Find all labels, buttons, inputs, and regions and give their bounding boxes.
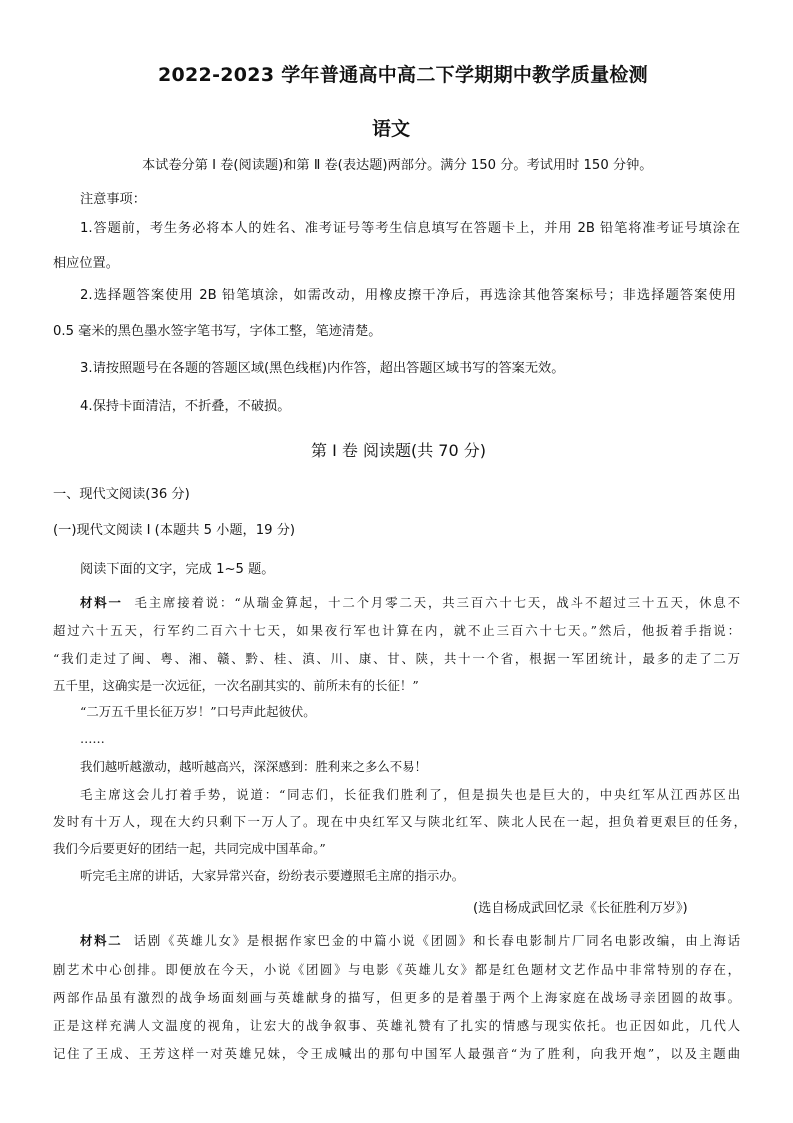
- reading-instruction: 阅读下面的文字，完成 1~5 题。: [80, 562, 275, 577]
- material-1-source: (选自杨成武回忆录《长征胜利万岁》): [473, 901, 688, 916]
- material-2-line-2: 剧艺术中心创排。即便放在今天，小说《团圆》与电影《英雄儿女》都是红色题材文艺作品中非常特别的存在，: [53, 962, 740, 977]
- material-1-line-8: 毛主席这会儿打着手势，说道：“同志们，长征我们胜利了，但是损失也是巨大的，中央红军从江西苏区出: [80, 787, 740, 802]
- material-1-line-1: 材料一 毛主席接着说：“从瑞金算起，十二个月零二天，共三百六十七天，战斗不超过三十五天，休息不: [80, 595, 740, 610]
- material-1-line-10: 我们今后要更好的团结一起，共同完成中国革命。”: [53, 841, 326, 856]
- exam-intro: 本试卷分第 Ⅰ 卷(阅读题)和第 Ⅱ 卷(表达题)两部分。满分 150 分。考试用时 150 分钟。: [142, 158, 653, 173]
- section-title: 第 Ⅰ 卷 阅读题(共 70 分): [311, 441, 486, 460]
- notice-item-4: 4.保持卡面清洁，不折叠，不破损。: [80, 399, 291, 414]
- exam-title: 2022-2023 学年普通高中高二下学期期中教学质量检测: [158, 64, 648, 86]
- material-2-label: 材料二: [80, 933, 123, 948]
- material-2-line-5: 记住了王成、王芳这样一对英雄兄妹，令王成喊出的那句中国军人最强音“为了胜利，向我开炮”，以及主题曲: [53, 1046, 740, 1061]
- notice-item-2-line-1: 2.选择题答案使用 2B 铅笔填涂，如需改动，用橡皮擦干净后，再选涂其他答案标号；非选择题答案使用: [80, 288, 736, 303]
- material-2-line-4: 正是这样充满人文温度的视角，让宏大的战争叙事、英雄礼赞有了扎实的情感与现实依托。也正因如此，几代人: [53, 1018, 740, 1033]
- material-1-line-2: 超过六十五天，行军约二百六十七天，如果夜行军也计算在内，就不止三百六十七天。”然后，他扳着手指说：: [53, 623, 740, 638]
- notice-item-1-line-2: 相应位置。: [53, 256, 119, 271]
- subpart-heading: (一)现代文阅读 Ⅰ (本题共 5 小题，19 分): [53, 523, 296, 538]
- notice-item-2-line-2: 0.5 毫米的黑色墨水签字笔书写，字体工整，笔迹清楚。: [53, 324, 382, 339]
- notice-heading: 注意事项：: [80, 192, 146, 207]
- material-1-line-3: “我们走过了闽、粤、湘、赣、黔、桂、滇、川、康、甘、陕，共十一个省，根据一军团统计，最多的走了二万: [53, 651, 740, 666]
- material-1-label: 材料一: [80, 595, 123, 610]
- material-1-line-5: “二万五千里长征万岁！”口号声此起彼伏。: [80, 704, 316, 719]
- material-1-line-9: 发时有十万人，现在大约只剩下一万人了。现在中央红军又与陕北红军、陕北人民在一起，担负着更艰巨的任务，: [53, 814, 746, 829]
- material-2-line-3: 两部作品虽有激烈的战争场面刻画与英雄献身的描写，但更多的是着墨于两个上海家庭在战场寻亲团圆的故事。: [53, 990, 740, 1005]
- material-1-line-7: 我们越听越激动，越听越高兴，深深感到：胜利来之多么不易！: [80, 759, 427, 774]
- material-1-line-4: 五千里，这确实是一次远征，一次名副其实的、前所未有的长征！”: [53, 678, 419, 693]
- part-heading: 一、现代文阅读(36 分): [53, 487, 190, 502]
- material-1-line-11: 听完毛主席的讲话，大家异常兴奋，纷纷表示要遵照毛主席的指示办。: [80, 868, 465, 883]
- notice-item-3: 3.请按照题号在各题的答题区域(黑色线框)内作答，超出答题区域书写的答案无效。: [80, 361, 565, 376]
- subject-title: 语文: [372, 118, 411, 140]
- notice-item-1-line-1: 1.答题前，考生务必将本人的姓名、准考证号等考生信息填写在答题卡上，并用 2B 铅笔将准考证号填涂在: [80, 221, 740, 236]
- material-2-line-1: 材料二 话剧《英雄儿女》是根据作家巴金的中篇小说《团圆》和长春电影制片厂同名电影改编，由上海话: [80, 933, 740, 948]
- material-1-ellipsis: ……: [80, 731, 105, 746]
